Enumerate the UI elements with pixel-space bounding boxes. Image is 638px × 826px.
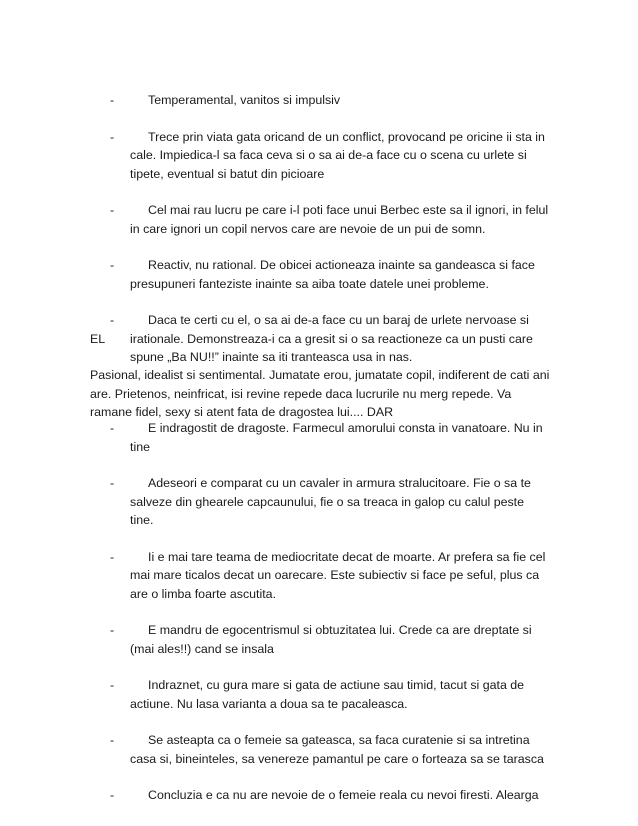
list-item-text: Cel mai rau lucru pe care i-l poti face unui Berbec este sa il ignori, in felul in care ignori un copil nervos care are nevoie de un pui de somn.: [130, 203, 549, 236]
list-item: [110, 128, 550, 184]
list-item: [110, 621, 550, 658]
list-dash: -: [110, 93, 115, 107]
list-item-text: E mandru de egocentrismul si obtuzitatea lui. Crede ca are dreptate si (mai ales!!) cand se insala: [130, 623, 532, 656]
list-dash: -: [110, 258, 115, 272]
list-dash: -: [110, 733, 115, 747]
list-dash: -: [110, 203, 115, 217]
list-item-text: Se asteapta ca o femeie sa gateasca, sa faca curatenie si sa intretina casa si, bineinteles, sa venereze pamantul pe care o forteaza sa se tarasca: [130, 733, 544, 766]
list-item-text: Temperamental, vanitos si impulsiv: [148, 93, 341, 107]
list-dash: -: [110, 476, 115, 490]
list-dash: -: [110, 678, 115, 692]
list-item: [110, 548, 550, 604]
section-heading: EL: [90, 332, 106, 346]
trait-list-2: [110, 419, 550, 823]
list-item-text: Ii e mai tare teama de mediocritate decat de moarte. Ar prefera sa fie cel mai mare ticalos decat un oarecare. Este subiectiv si face pe seful, plus ca are o limba foarte ascutita.: [130, 549, 546, 601]
list-dash: -: [110, 549, 115, 564]
list-item: [110, 731, 550, 768]
list-item-text: Concluzia e ca nu are nevoie de o femeie reala cu nevoi firesti. Alearga: [148, 788, 539, 802]
list-item-text: Reactiv, nu rational. De obicei actioneaza inainte sa gandeasca si face presupuneri fanteziste inainte sa aiba toate datele unei probleme.: [130, 258, 535, 291]
list-item: [110, 474, 550, 530]
list-item-text: E indragostit de dragoste. Farmecul amorului consta in vanatoare. Nu in tine: [130, 421, 543, 454]
section-paragraph: Pasional, idealist si sentimental. Jumatate erou, jumatate copil, indiferent de cati ani are. Prietenos, neinfricat, isi revine repede daca lucrurile nu merg repede. Va ramane fidel, sexy si atent fata de dragostea lui.... DAR: [90, 368, 550, 419]
list-item: [110, 676, 550, 713]
list-item: [110, 256, 550, 293]
list-item: [110, 201, 550, 238]
trait-list-1: [110, 91, 550, 385]
list-dash: -: [110, 788, 115, 802]
list-item-text: Trece prin viata gata oricand de un conflict, provocand pe oricine ii sta in cale. Impiedica-l sa faca ceva si o sa ai de-a face cu o scena cu urlete si tipete, eventual si batut din picioare: [130, 129, 545, 181]
list-item-text: Daca te certi cu el, o sa ai de-a face cu un baraj de urlete nervoase si irationale. Demonstreaza-i ca a gresit si o sa reactioneze ca un pusti care spune „Ba NU!!” inainte sa iti tranteasca usa in nas.: [130, 313, 533, 364]
list-dash: -: [110, 623, 115, 637]
list-dash: -: [110, 129, 115, 144]
list-item-text: Indraznet, cu gura mare si gata de actiune sau timid, tacut si gata de actiune. Nu lasa varianta a doua sa te pacaleasca.: [130, 678, 525, 711]
list-item: [110, 419, 550, 456]
list-item: [110, 311, 550, 367]
list-item: [110, 91, 550, 110]
list-dash: -: [110, 313, 115, 327]
list-item-text: Adeseori e comparat cu un cavaler in armura stralucitoare. Fie o sa te salveze din ghearele capcaunului, fie o sa treaca in galop cu calul peste tine.: [130, 476, 531, 527]
list-dash: -: [110, 421, 115, 435]
list-item: [110, 786, 550, 805]
